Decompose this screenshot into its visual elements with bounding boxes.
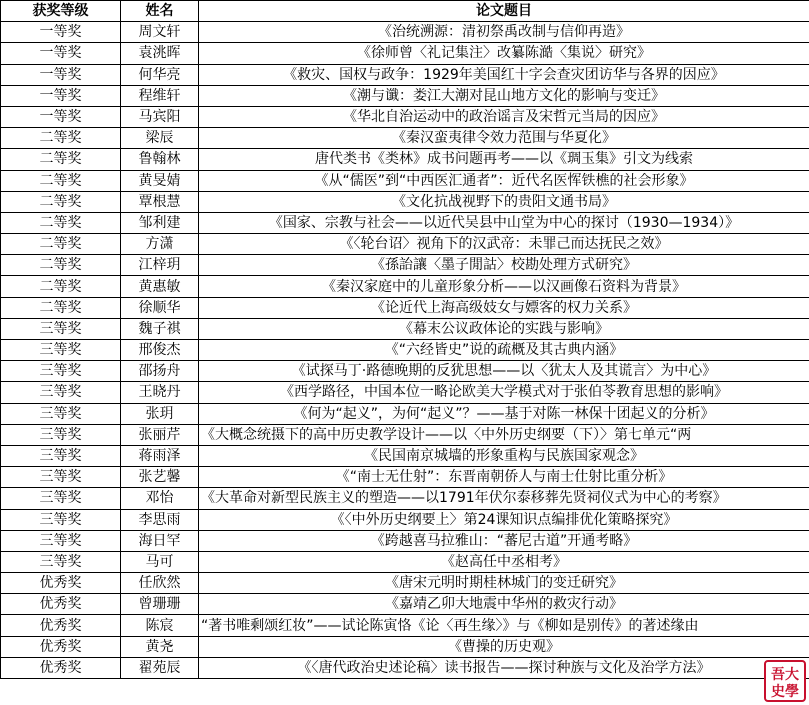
cell-title: 《大革命对新型民族主义的塑造——以1791年伏尔泰移葬先贤祠仪式为中心的考察》	[199, 488, 809, 509]
table-row	[1, 424, 809, 445]
header-level: 获奖等级	[1, 1, 121, 22]
table-row	[1, 149, 809, 170]
cell-level: 三等奖	[1, 488, 121, 509]
cell-title: 《“南士无仕射”：东晋南朝侨人与南士仕射比重分析》	[199, 467, 809, 488]
table-row	[1, 318, 809, 339]
cell-name: 曾珊珊	[121, 594, 199, 615]
cell-level: 三等奖	[1, 509, 121, 530]
table-row	[1, 361, 809, 382]
cell-level: 二等奖	[1, 255, 121, 276]
cell-level: 三等奖	[1, 445, 121, 466]
table-row	[1, 594, 809, 615]
table-row	[1, 636, 809, 657]
cell-title: “著书唯剩颂红妆”——试论陈寅恪《论〈再生缘〉》与《柳如是别传》的著述缘由	[199, 615, 809, 636]
svg-text:吾大: 吾大	[771, 667, 799, 683]
table-row	[1, 340, 809, 361]
cell-name: 邹利建	[121, 212, 199, 233]
table-row	[1, 488, 809, 509]
table-row	[1, 615, 809, 636]
cell-title: 《秦汉蛮夷律令效力范围与华夏化》	[199, 128, 809, 149]
table-row	[1, 43, 809, 64]
svg-text:史學: 史學	[771, 684, 799, 700]
cell-title: 《潮与谶：娄江大潮对昆山地方文化的影响与变迁》	[199, 85, 809, 106]
cell-name: 李思雨	[121, 509, 199, 530]
cell-title: 《赵高任中丞相考》	[199, 551, 809, 572]
cell-name: 鲁翰林	[121, 149, 199, 170]
cell-name: 周文轩	[121, 22, 199, 43]
cell-name: 黄旻婧	[121, 170, 199, 191]
cell-title: 《〈轮台诏〉视角下的汉武帝：未罪己而达抚民之效》	[199, 234, 809, 255]
table-row	[1, 234, 809, 255]
table-row	[1, 106, 809, 127]
table-row	[1, 276, 809, 297]
cell-title: 《徐师曾〈礼记集注〉改纂陈澔〈集说〉研究》	[199, 43, 809, 64]
cell-title: 《民国南京城墙的形象重构与民族国家观念》	[199, 445, 809, 466]
cell-name: 张艺馨	[121, 467, 199, 488]
cell-title: 《西学路径，中国本位一略论欧美大学模式对于张伯苓教育思想的影响》	[199, 382, 809, 403]
cell-level: 一等奖	[1, 43, 121, 64]
table-row	[1, 191, 809, 212]
table-row	[1, 445, 809, 466]
cell-name: 王晓丹	[121, 382, 199, 403]
cell-title: 《“六经皆史”说的疏概及其古典内涵》	[199, 340, 809, 361]
cell-level: 三等奖	[1, 340, 121, 361]
cell-title: 《论近代上海高级妓女与嫖客的权力关系》	[199, 297, 809, 318]
table-row	[1, 530, 809, 551]
cell-level: 二等奖	[1, 212, 121, 233]
table-row	[1, 212, 809, 233]
cell-level: 优秀奖	[1, 636, 121, 657]
cell-title: 《从“儒医”到“中西医汇通者”：近代名医恽铁樵的社会形象》	[199, 170, 809, 191]
table-row	[1, 657, 809, 678]
cell-name: 程维轩	[121, 85, 199, 106]
cell-level: 三等奖	[1, 424, 121, 445]
cell-title: 唐代类书《类林》成书问题再考——以《琱玉集》引文为线索	[199, 149, 809, 170]
cell-level: 一等奖	[1, 106, 121, 127]
cell-name: 袁洮晖	[121, 43, 199, 64]
cell-title: 《曹操的历史观》	[199, 636, 809, 657]
cell-title: 《唐宋元明时期桂林城门的变迁研究》	[199, 573, 809, 594]
cell-level: 三等奖	[1, 318, 121, 339]
cell-name: 魏子祺	[121, 318, 199, 339]
cell-level: 三等奖	[1, 551, 121, 572]
cell-level: 二等奖	[1, 149, 121, 170]
cell-title: 《大概念统摄下的高中历史教学设计——以〈中外历史纲要（下）〉第七单元“两	[199, 424, 809, 445]
cell-level: 优秀奖	[1, 573, 121, 594]
cell-level: 三等奖	[1, 361, 121, 382]
cell-name: 徐顺华	[121, 297, 199, 318]
cell-level: 三等奖	[1, 382, 121, 403]
cell-title: 《秦汉家庭中的儿童形象分析——以汉画像石资料为背景》	[199, 276, 809, 297]
cell-name: 张丽芹	[121, 424, 199, 445]
header-row	[1, 1, 809, 22]
cell-name: 邢俊杰	[121, 340, 199, 361]
cell-title: 《治统溯源：清初祭禹改制与信仰再造》	[199, 22, 809, 43]
cell-title: 《〈中外历史纲要上〉第24课知识点编排优化策略探究》	[199, 509, 809, 530]
cell-name: 梁辰	[121, 128, 199, 149]
table-row	[1, 64, 809, 85]
cell-title: 《华北自治运动中的政治谣言及宋哲元当局的因应》	[199, 106, 809, 127]
cell-level: 一等奖	[1, 64, 121, 85]
cell-level: 优秀奖	[1, 615, 121, 636]
cell-name: 邓怡	[121, 488, 199, 509]
table-row	[1, 255, 809, 276]
cell-name: 张玥	[121, 403, 199, 424]
cell-level: 三等奖	[1, 403, 121, 424]
cell-level: 二等奖	[1, 276, 121, 297]
cell-title: 《幕末公议政体论的实践与影响》	[199, 318, 809, 339]
table-row	[1, 467, 809, 488]
cell-level: 优秀奖	[1, 594, 121, 615]
cell-name: 黄惠敏	[121, 276, 199, 297]
table-row	[1, 403, 809, 424]
cell-name: 何华亮	[121, 64, 199, 85]
header-title: 论文题目	[199, 1, 809, 22]
table-row	[1, 573, 809, 594]
cell-name: 马可	[121, 551, 199, 572]
cell-level: 三等奖	[1, 530, 121, 551]
cell-title: 《国家、宗教与社会——以近代吴县中山堂为中心的探讨（1930—1934）》	[199, 212, 809, 233]
cell-name: 任欣然	[121, 573, 199, 594]
stamp-logo	[764, 660, 806, 702]
cell-level: 一等奖	[1, 22, 121, 43]
table-row	[1, 170, 809, 191]
cell-level: 二等奖	[1, 234, 121, 255]
cell-name: 方潇	[121, 234, 199, 255]
cell-title: 《孫詒讓〈墨子閒詁〉校勘处理方式研究》	[199, 255, 809, 276]
table-row	[1, 382, 809, 403]
cell-name: 江梓玥	[121, 255, 199, 276]
cell-name: 海日罕	[121, 530, 199, 551]
cell-level: 三等奖	[1, 467, 121, 488]
cell-level: 二等奖	[1, 191, 121, 212]
cell-title: 《救灾、国权与政争：1929年美国红十字会查灾团访华与各界的因应》	[199, 64, 809, 85]
table-row	[1, 551, 809, 572]
cell-name: 黄尧	[121, 636, 199, 657]
cell-level: 二等奖	[1, 128, 121, 149]
cell-name: 邵扬舟	[121, 361, 199, 382]
cell-name: 翟苑辰	[121, 657, 199, 678]
header-name: 姓名	[121, 1, 199, 22]
cell-title: 《文化抗战视野下的贵阳文通书局》	[199, 191, 809, 212]
cell-title: 《〈唐代政治史述论稿〉读书报告——探讨种族与文化及治学方法》	[199, 657, 809, 678]
table-row	[1, 297, 809, 318]
cell-name: 覃根慧	[121, 191, 199, 212]
table-row	[1, 85, 809, 106]
table-row	[1, 509, 809, 530]
cell-level: 二等奖	[1, 170, 121, 191]
cell-level: 二等奖	[1, 297, 121, 318]
cell-title: 《嘉靖乙卯大地震中华州的救灾行动》	[199, 594, 809, 615]
cell-title: 《试探马丁·路德晚期的反犹思想——以〈犹太人及其谎言〉为中心》	[199, 361, 809, 382]
cell-name: 陈宸	[121, 615, 199, 636]
table-row	[1, 128, 809, 149]
cell-name: 蒋雨泽	[121, 445, 199, 466]
cell-title: 《跨越喜马拉雅山：“蕃尼古道”开通考略》	[199, 530, 809, 551]
cell-level: 一等奖	[1, 85, 121, 106]
cell-title: 《何为“起义”，为何“起义”？——基于对陈一林保十团起义的分析》	[199, 403, 809, 424]
table-row	[1, 22, 809, 43]
cell-level: 优秀奖	[1, 657, 121, 678]
cell-name: 马宾阳	[121, 106, 199, 127]
